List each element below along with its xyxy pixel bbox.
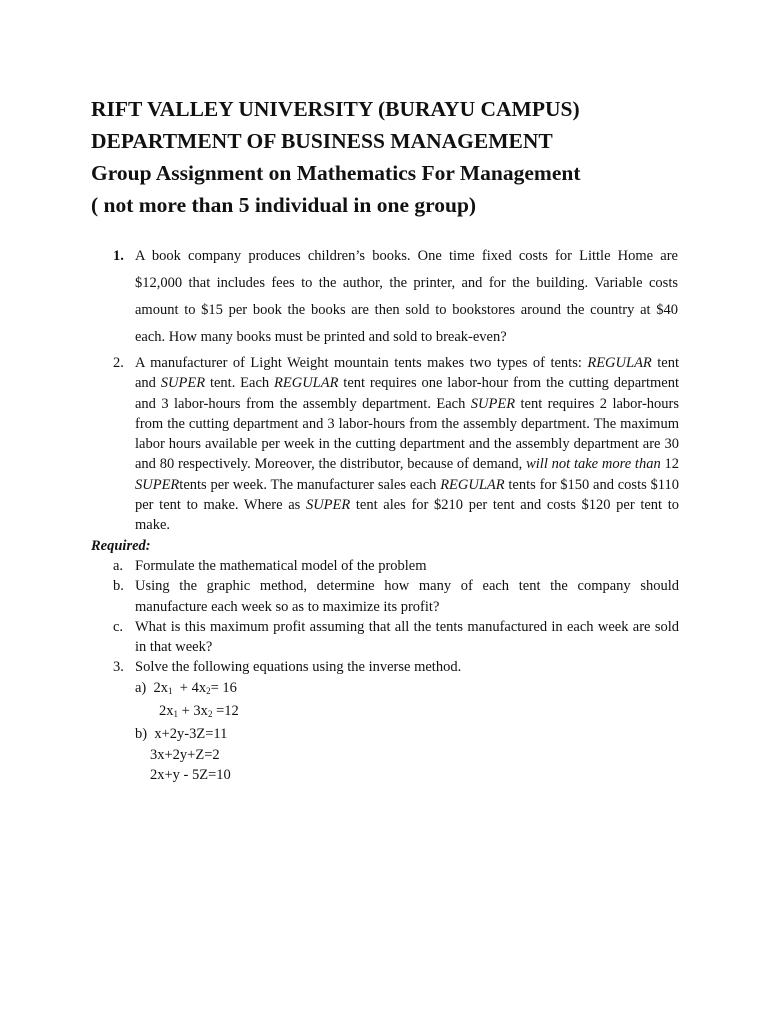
question-2 (91, 353, 679, 536)
question-1-text: A book company produces children’s books. One time fixed costs for Little Home are $12,000 that includes fees to the author, the printer, and for the building. Variable costs amount to $15 per book the books are then sold to bookstores around the country at $40 each. How many books must be printed and sold to break-even? (135, 248, 678, 345)
equation-a2: $2x_1 + 3x_2 =12$ (159, 703, 239, 720)
question-3-text: Solve the following equations using the inverse method. (135, 659, 462, 676)
university-name: RIFT VALLEY UNIVERSITY (BURAYU CAMPUS) (91, 97, 580, 121)
question-2-number: 2. (113, 355, 124, 371)
equation-b3: 2x+y - 5Z=10 (150, 766, 231, 783)
question-3 (91, 657, 679, 677)
question-2-text: A manufacturer of Light Weight mountain tents makes two types of tents: REGULAR tent and SUPER tent. Each REGULAR tent requires one labor-hour from the cutting department and 3 labor-hours from the assembly department. Each SUPER tent requires 2 labor-hours from the cutting department and 3 labor-hours from the assembly department. The maximum labor hours available per week in the cutting department and the assembly department are 30 and 80 respectively. Moreover, the distributor, because of demand, will not take more than 12 SUPERtents per week. The manufacturer sales each REGULAR tents for $150 and costs $110 per tent to make. Where as SUPER tent ales for $210 per tent and costs $120 per tent to make. (135, 355, 679, 534)
assignment-title: Group Assignment on Mathematics For Management (91, 161, 581, 185)
department-name: DEPARTMENT OF BUSINESS MANAGEMENT (91, 129, 553, 153)
required-item-c: c. What is this maximum profit assuming that all the tents manufactured in each week are sold in that week? (113, 618, 679, 656)
required-item-b: b. Using the graphic method, determine how many of each tent the company should manufacture each week so as to maximize its profit? (113, 578, 679, 615)
required-item-a: a. Formulate the mathematical model of the problem (113, 557, 427, 574)
equation-b1: b) x+2y-3Z=11 (135, 726, 228, 743)
question-1 (113, 243, 678, 351)
group-size-note: ( not more than 5 individual in one group) (91, 193, 477, 217)
questions-block (91, 353, 679, 785)
document-header (91, 93, 731, 221)
question-3-number: 3. (113, 659, 124, 676)
question-1-number: 1. (113, 248, 124, 264)
equation-b2: 3x+2y+Z=2 (150, 746, 220, 763)
required-label: Required: (91, 537, 151, 554)
equation-a1: a) $2x_1 + 4x_2= 16$ (135, 679, 237, 696)
